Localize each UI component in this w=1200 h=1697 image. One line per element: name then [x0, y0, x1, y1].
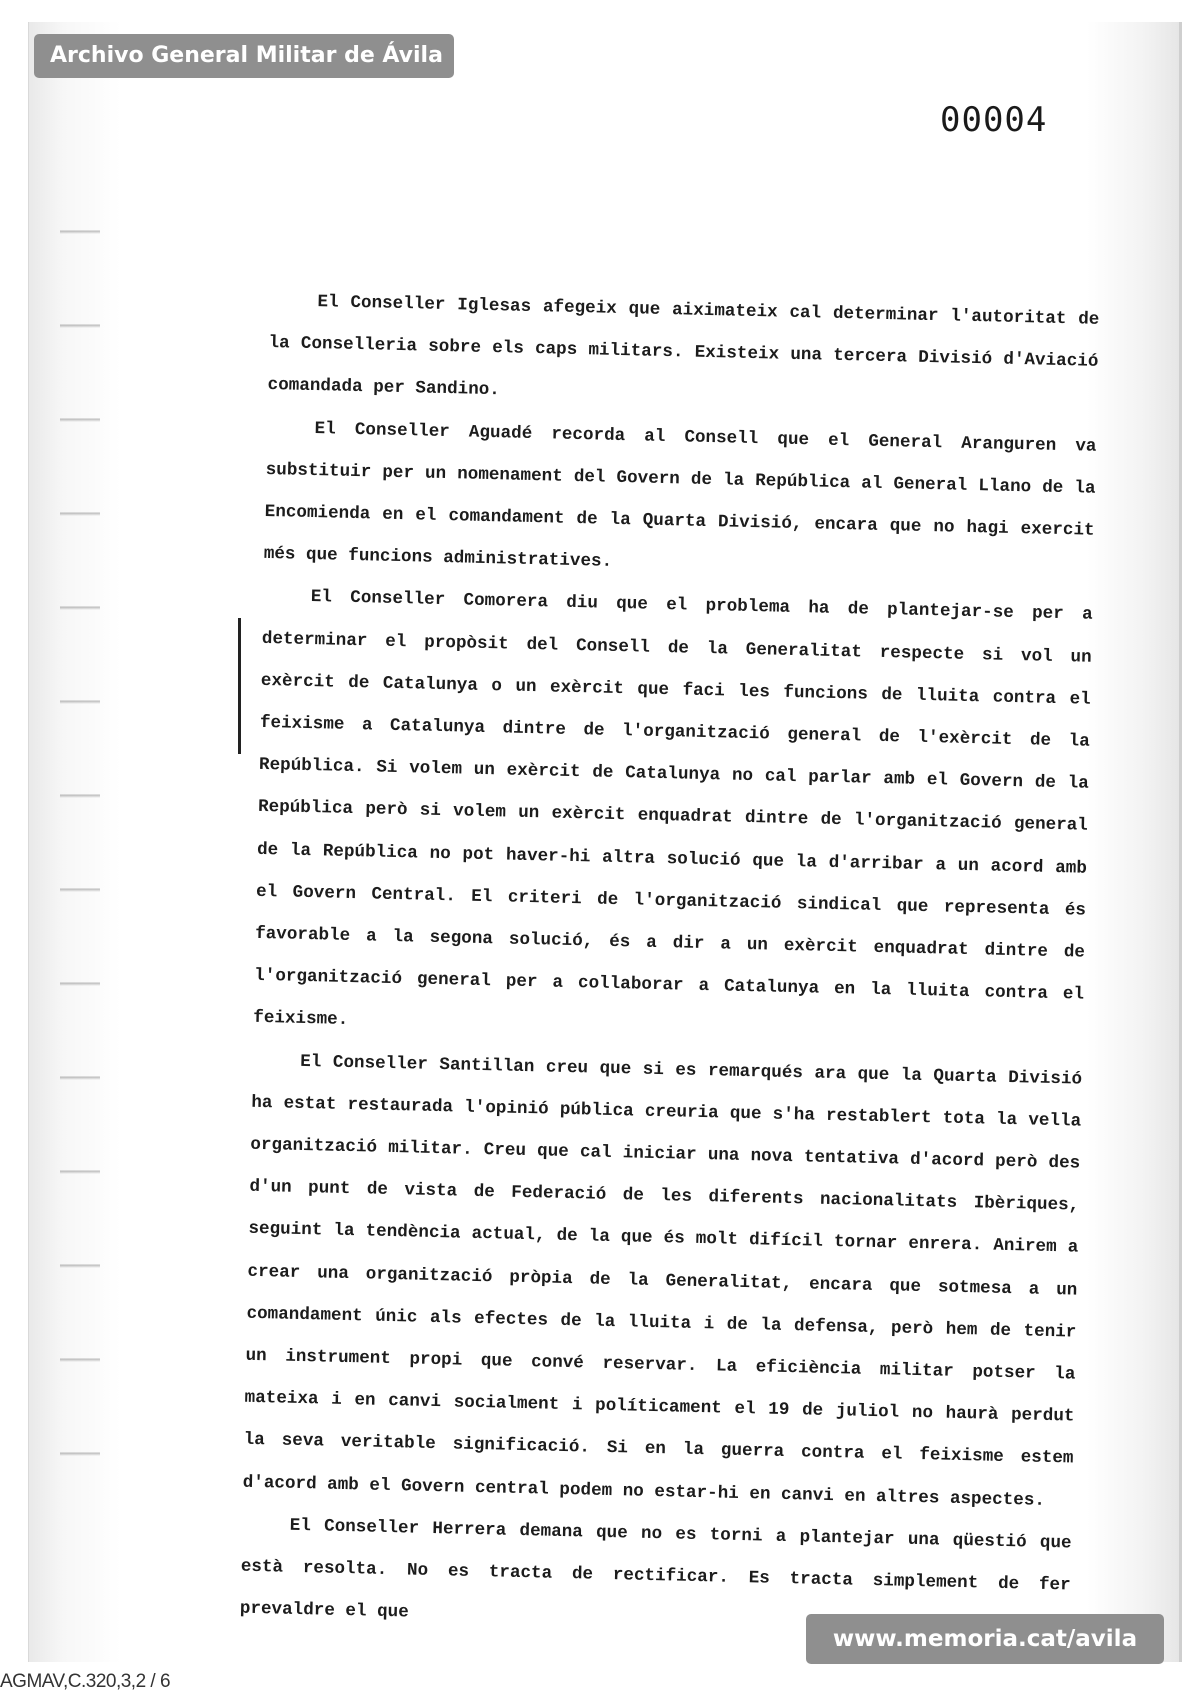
archive-label: Archivo General Militar de Ávila [34, 34, 454, 78]
paragraph-herrera: El Conseller Herrera demana que no es torni a plantejar una qüestió que està resolta. No es tracta de rectificar. Es tracta simplement de fer prevaldre el que [239, 1515, 1072, 1623]
archive-reference: AGMAV,C.320,3,2 / 6 [0, 1671, 171, 1692]
margin-mark [238, 618, 241, 754]
website-label: www.memoria.cat/avila [806, 1614, 1164, 1664]
scan-edge-marks [60, 140, 100, 1540]
paragraph-comorera: El Conseller Comorera diu que el problema ha de plantejar-se per a determinar el propòsit del Consell de la Generalitat respecte si vol un exèrcit de Catalunya o un exèrcit que faci les funcions de lluita contra el feixisme a Catalunya dintre de l'organització general de l'exèrcit de la República. Si volem un exèrcit de Catalunya no cal parlar amb el Govern de la República però si volem un exèrcit enquadrat dintre de l'organització general de la República no pot haver-hi altra solució que la d'arribar a un acord amb el Govern Central. El criteri de l'organització sindical que representa és favorable a la segona solució, és a dir a un exèrcit enquadrat dintre de l'organització general per a collaborar a Catalunya en la lluita contra el feixisme. [253, 587, 1093, 1031]
page-number: 00004 [940, 100, 1048, 140]
paragraph-iglesas: El Conseller Iglesas afegeix que aiximateix cal determinar l'autoritat de la Conselleria sobre els caps militars. Existeix una tercera Divisió d'Aviació comandada per Sandino. [267, 292, 1100, 401]
document-body [239, 280, 1099, 1649]
paragraph-aguade: El Conseller Aguadé recorda al Consell que el General Aranguren va substituir per un nomenament del Govern de la República al General Llano de la Encomienda en el comandament de la Quarta Divisió, encara que no hagi exercit més que funcions administratives. [263, 418, 1097, 573]
paragraph-santillan: El Conseller Santillan creu que si es remarqués ara que la Quarta Divisió ha estat restaurada l'opinió pública creuria que s'ha restablert tota la vella organització militar. Creu que cal iniciar una nova tentativa d'acord però des d'un punt de vista de Federació de les diferents nacionalitats Ibèriques, seguint la tendència actual, de la que és molt difícil tornar enrera. Anirem a crear una organització pròpia de la Generalitat, encara que sotmesa a un comandament únic als efectes de la lluita i de la defensa, però hem de tenir un instrument propi que convé reservar. La eficiència militar potser la mateixa i en canvi socialment i políticament el 19 de juliol no haurà perdut la seva veritable significació. Si en la guerra contra el feixisme estem d'acord amb el Govern central podem no estar-hi en canvi en altres aspectes. [242, 1051, 1083, 1511]
